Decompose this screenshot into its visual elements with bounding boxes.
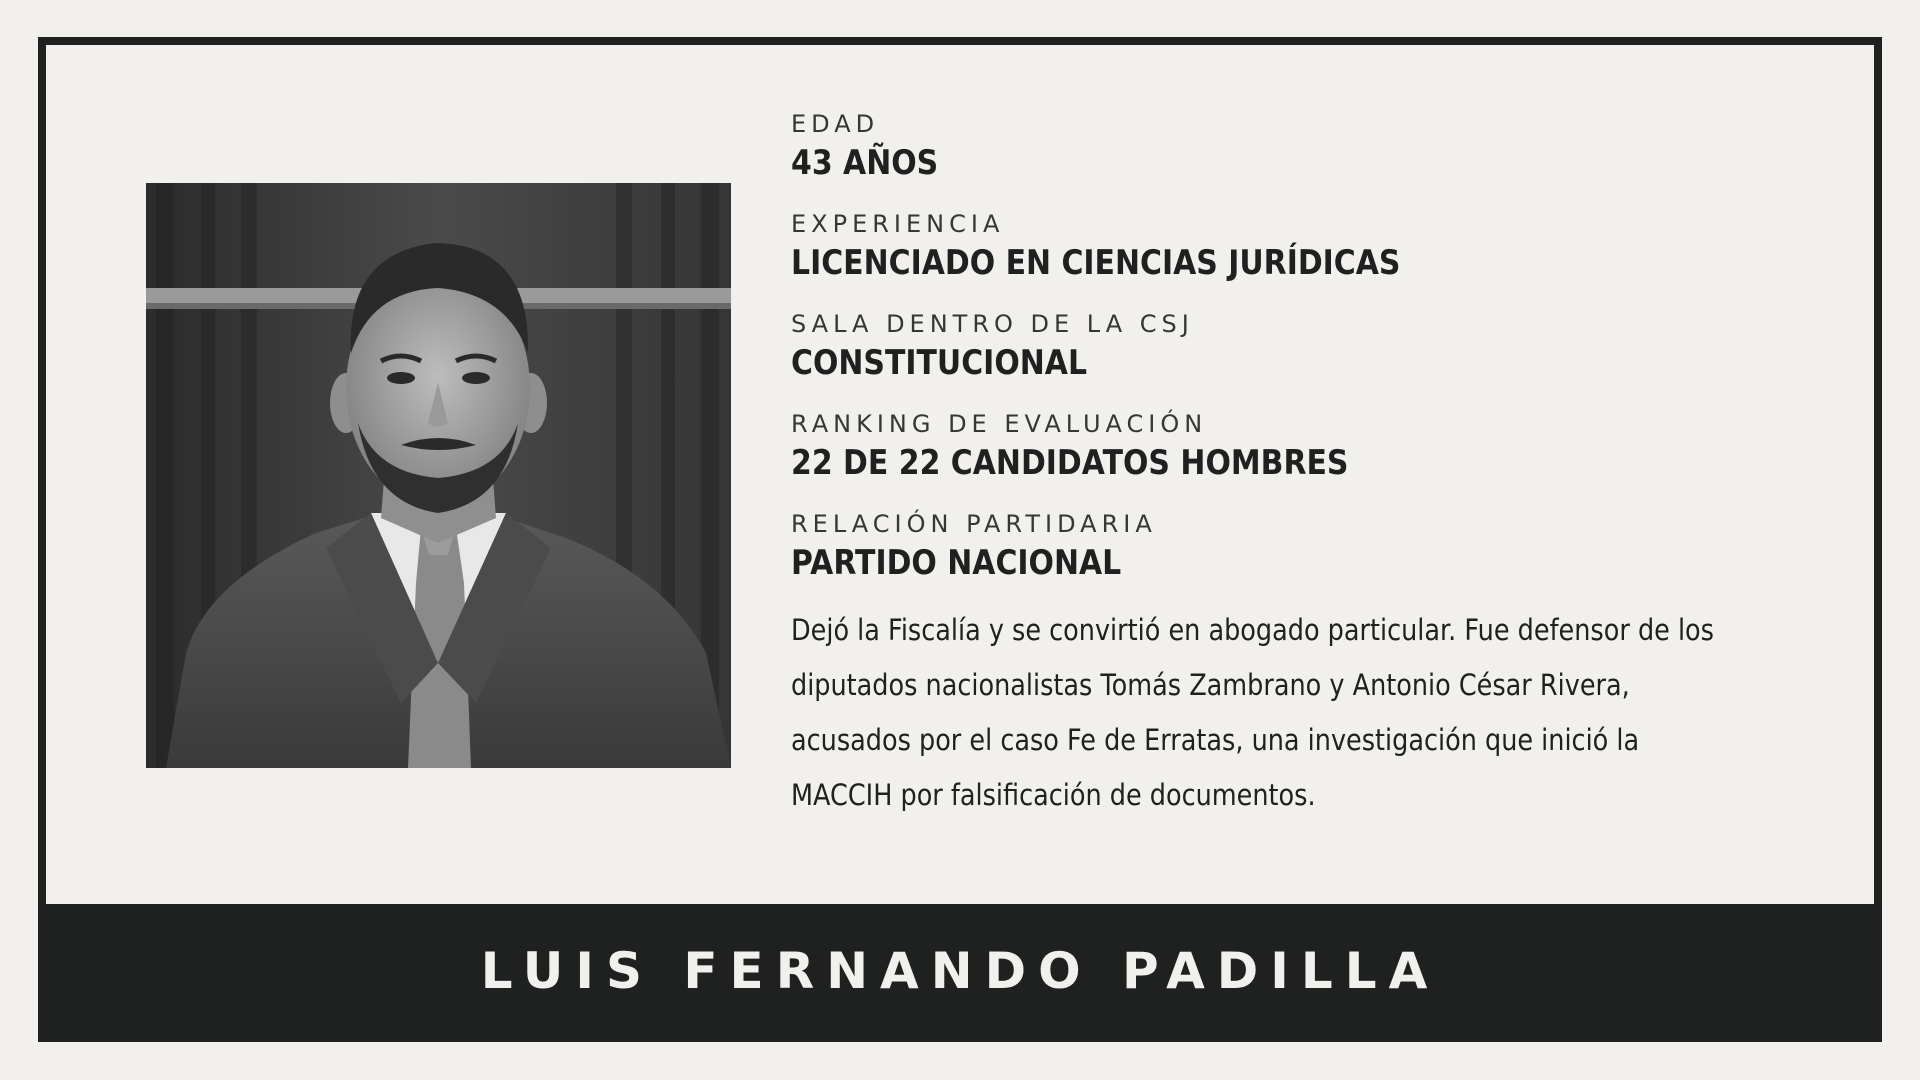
- experience-label: EXPERIENCIA: [791, 210, 1005, 238]
- party-value: PARTIDO NACIONAL: [791, 543, 1122, 583]
- party-label: RELACIÓN PARTIDARIA: [791, 510, 1157, 538]
- profile-info: [791, 109, 1811, 823]
- candidate-name: LUIS FERNANDO PADILLA: [480, 942, 1440, 1000]
- ranking-label: RANKING DE EVALUACIÓN: [791, 410, 1208, 438]
- profile-photo: [146, 183, 731, 768]
- chamber-value: CONSTITUCIONAL: [791, 343, 1088, 383]
- name-banner: [46, 904, 1874, 1034]
- age-value: 43 AÑOS: [791, 143, 939, 183]
- profile-card: [38, 37, 1882, 1042]
- bio-text: Dejó la Fiscalía y se convirtió en abogado particular. Fue defensor de los diputados nacionalistas Tomás Zambrano y Antonio César Rivera, acusados por el caso Fe de Erratas, una investigación que inició la MACCIH por falsificación de documentos.: [791, 613, 1714, 812]
- ranking-value: 22 DE 22 CANDIDATOS HOMBRES: [791, 443, 1349, 483]
- experience-value: LICENCIADO EN CIENCIAS JURÍDICAS: [791, 243, 1401, 283]
- age-label: EDAD: [791, 110, 880, 138]
- chamber-label: SALA DENTRO DE LA CSJ: [791, 310, 1194, 338]
- person-portrait-icon: [146, 183, 731, 768]
